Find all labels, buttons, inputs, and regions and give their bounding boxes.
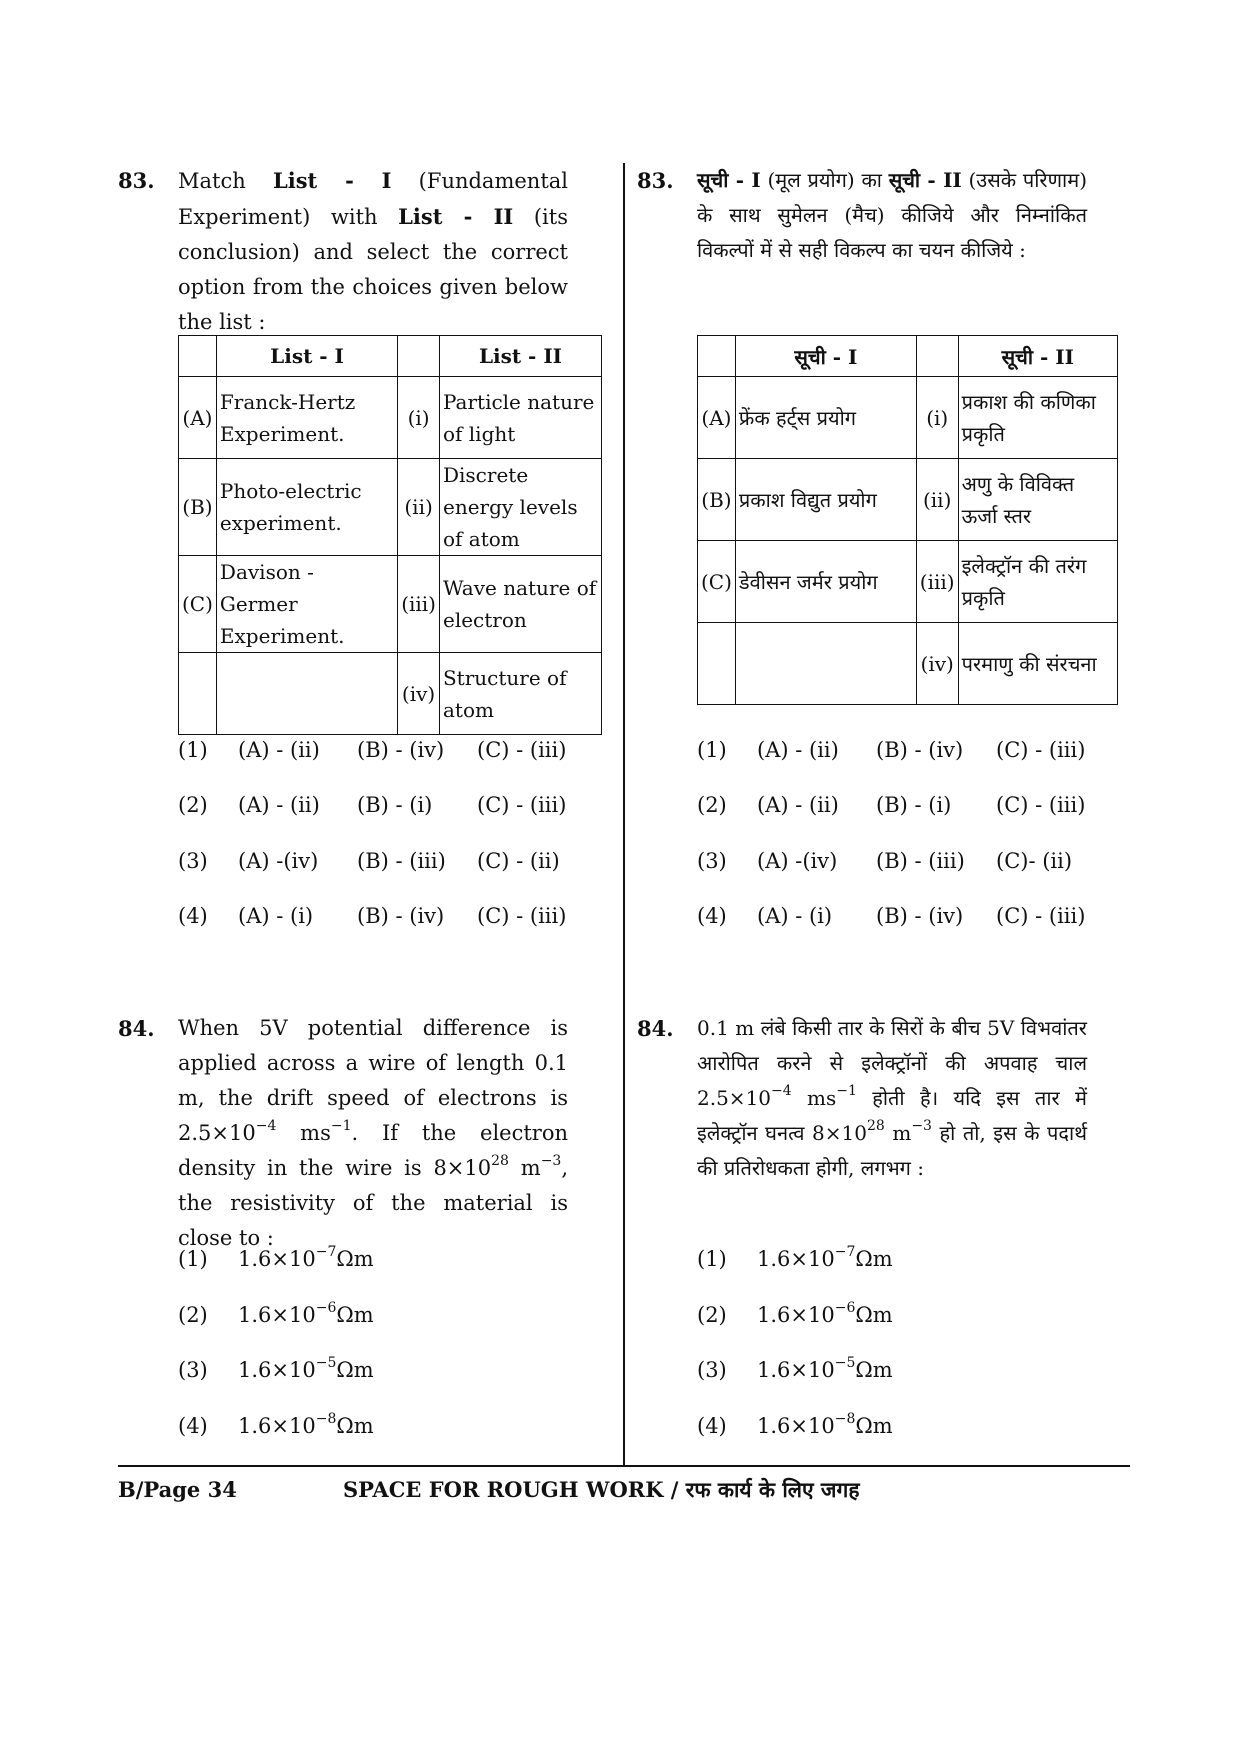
column-divider [623, 163, 625, 1465]
option-2: (2) $1.6\times 10^{-6}\Omega m$ [697, 1300, 893, 1327]
option-3: (3) (A) -(iv) (B) - (iii) (C) - (ii) [178, 849, 560, 873]
table-header-list-2: List - II [439, 336, 601, 377]
option-3: (3) (A) -(iv) (B) - (iii) (C)- (ii) [697, 849, 1073, 873]
page-number: B/Page 34 [118, 1477, 237, 1502]
footer-rule [118, 1465, 1130, 1467]
question-text: Match List - I (Fundamental Experiment) with List - II (its conclusion) and select the correct option from the choices given below the list : [178, 168, 568, 334]
option-2: (2) (A) - (ii) (B) - (i) (C) - (iii) [697, 793, 1086, 817]
question-text: 0.1 m लंबे किसी तार के सिरों के बीच 5V विभवांतर आरोपित करने से इलेक्ट्रॉनों की अपवाह चाल $2.5\times 10^{-4}$ $ms^{-1}$ होती है। यदि इस तार में इलेक्ट्रॉन घनत्व $8\times 10^{28}$ $m^{-3}$ हो तो, इस के पदार्थ की प्रतिरोधकता होगी, लगभग : [697, 1016, 1087, 1180]
table-header-list-1: List - I [216, 336, 397, 377]
table-header-list-2: सूची - II [958, 336, 1117, 377]
option-1: (1) $1.6\times 10^{-7}\Omega m$ [697, 1244, 893, 1271]
table-row: (B) प्रकाश विद्युत प्रयोग (ii) अणु के विविक्त ऊर्जा स्तर [698, 459, 1118, 541]
option-3: (3) $1.6\times 10^{-5}\Omega m$ [697, 1355, 893, 1382]
question-text: When 5V potential difference is applied across a wire of length 0.1 m, the drift speed of electrons is $2.5\times 10^{-4}$ $ms^{-1}$. If the electron density in the wire is $8\times 10^{28}$ $m^{-3}$, the resistivity of the material is close to : [178, 1016, 569, 1250]
option-4: (4) $1.6\times 10^{-8}\Omega m$ [697, 1411, 893, 1438]
table-row: (C) डेवीसन जर्मर प्रयोग (iii) इलेक्ट्रॉन की तरंग प्रकृति [698, 541, 1118, 623]
option-1: (1) $1.6\times 10^{-7}\Omega m$ [178, 1244, 374, 1271]
table-row: (A) Franck-Hertz Experiment. (i) Particle nature of light [179, 377, 602, 459]
option-1: (1) (A) - (ii) (B) - (iv) (C) - (iii) [697, 738, 1086, 762]
question-text: सूची - I (मूल प्रयोग) का सूची - II (उसके परिणाम) के साथ सुमेलन (मैच) कीजिये और निम्नांकित विकल्पों में से सही विकल्प का चयन कीजिये : [697, 168, 1087, 262]
table-row: (B) Photo-electric experiment. (ii) Discrete energy levels of atom [179, 459, 602, 556]
table-row: (A) फ्रेंक हर्ट्स प्रयोग (i) प्रकाश की कणिका प्रकृति [698, 377, 1118, 459]
option-2: (2) (A) - (ii) (B) - (i) (C) - (iii) [178, 793, 567, 817]
table-row: (iv) परमाणु की संरचना [698, 623, 1118, 705]
table-row: (iv) Structure of atom [179, 653, 602, 735]
option-3: (3) $1.6\times 10^{-5}\Omega m$ [178, 1355, 374, 1382]
option-1: (1) (A) - (ii) (B) - (iv) (C) - (iii) [178, 738, 567, 762]
option-4: (4) (A) - (i) (B) - (iv) (C) - (iii) [178, 904, 567, 928]
table-header-list-1: सूची - I [735, 336, 916, 377]
option-2: (2) $1.6\times 10^{-6}\Omega m$ [178, 1300, 374, 1327]
match-table-en [178, 335, 602, 735]
option-4: (4) $1.6\times 10^{-8}\Omega m$ [178, 1411, 374, 1438]
rough-work-label: SPACE FOR ROUGH WORK / रफ कार्य के लिए जगह [343, 1477, 860, 1502]
question-number: 83. [637, 168, 674, 193]
question-number: 84. [118, 1016, 155, 1041]
question-number: 83. [118, 168, 155, 193]
match-table-hi [697, 335, 1118, 705]
table-row: (C) Davison - Germer Experiment. (iii) Wave nature of electron [179, 556, 602, 653]
option-4: (4) (A) - (i) (B) - (iv) (C) - (iii) [697, 904, 1086, 928]
question-number: 84. [637, 1016, 674, 1041]
